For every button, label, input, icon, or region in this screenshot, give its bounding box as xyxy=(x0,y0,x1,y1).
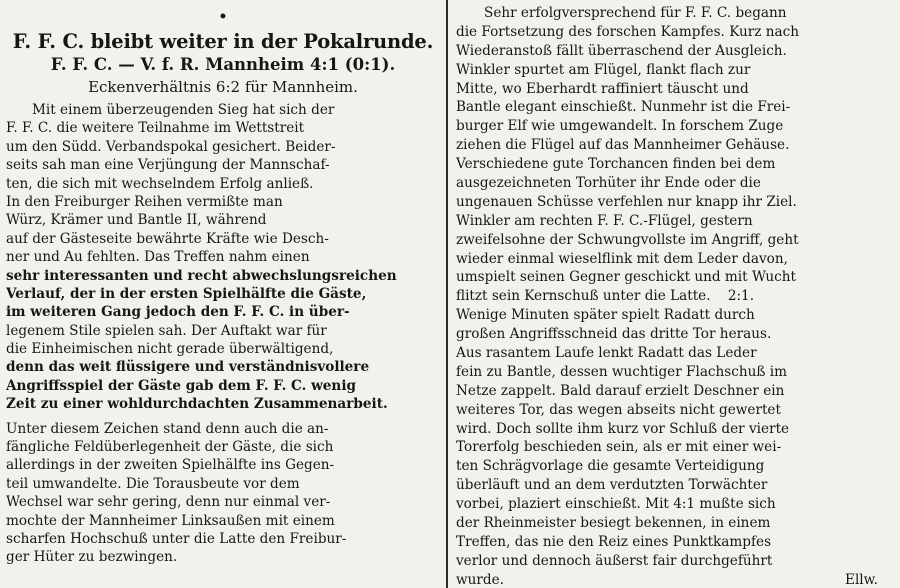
text-line: Wenige Minuten später spielt Radatt durch xyxy=(456,307,755,324)
text-line: wieder einmal wieselflink mit dem Leder davon, xyxy=(456,250,788,267)
text-line: In den Freiburger Reihen vermißte man xyxy=(6,193,283,210)
right-column xyxy=(456,4,894,588)
text-line: Torerfolg beschieden sein, als er mit einer wei- xyxy=(456,439,782,456)
text-line: seits sah man eine Verjüngung der Mannschaf- xyxy=(6,157,330,174)
text-line: Winkler am rechten F. F. C.-Flügel, gestern xyxy=(456,212,753,229)
text-line: allerdings in der zweiten Spielhälfte ins Gegen- xyxy=(6,457,335,474)
text-line: scharfen Hochschuß unter die Latte den Freibur- xyxy=(6,530,347,547)
text-line: Angriffsspiel der Gäste gab dem F. F. C. wenig xyxy=(6,377,356,394)
text-line: um den Südd. Verbandspokal gesichert. Beider- xyxy=(6,138,336,155)
text-line: Mit einem überzeugenden Sieg hat sich der xyxy=(32,102,335,118)
text-line: teil umwandelte. Die Torausbeute vor dem xyxy=(6,475,300,492)
text-line: denn das weit flüssigere und verständnisvollere xyxy=(6,359,370,376)
text-line: der Rheinmeister besiegt bekennen, in einem xyxy=(456,515,771,532)
text-line: ten, die sich mit wechselndem Erfolg anließ. xyxy=(6,175,314,192)
text-line: zweifelsohne der Schwungvollste im Angriff, geht xyxy=(456,231,799,248)
text-line: vorbei, plaziert einschießt. Mit 4:1 mußte sich xyxy=(456,496,776,513)
text-line: sehr interessanten und recht abwechslungsreichen xyxy=(6,267,397,284)
text-line: die Fortsetzung des forschen Kampfes. Kurz nach xyxy=(456,23,800,40)
text-line: fein zu Bantle, dessen wuchtiger Flachschuß im xyxy=(456,363,788,380)
text-line: Verschiedene gute Torchancen finden bei dem xyxy=(456,156,776,173)
text-line: Verlauf, der in der ersten Spielhälfte die Gäste, xyxy=(6,285,367,302)
text-line: ziehen die Flügel auf das Mannheimer Gehäuse. xyxy=(456,137,790,154)
article-headline: F. F. C. bleibt weiter in der Pokalrunde. xyxy=(12,30,434,53)
text-line: Zeit zu einer wohldurchdachten Zusammenarbeit. xyxy=(6,396,388,413)
text-line: ten Schrägvorlage die gesamte Verteidigung xyxy=(456,458,765,475)
text-line: legenem Stile spielen sah. Der Auftakt war für xyxy=(6,322,327,339)
text-line: ner und Au fehlten. Das Treffen nahm einen xyxy=(6,249,310,266)
match-score-line: F. F. C. — V. f. R. Mannheim 4:1 (0:1). xyxy=(50,55,396,74)
text-line: verlor und dennoch äußerst fair durchgeführt xyxy=(456,552,773,569)
text-line: Mitte, wo Eberhardt raffiniert täuscht und xyxy=(456,80,749,97)
column-divider xyxy=(446,0,448,588)
text-line: Aus rasantem Laufe lenkt Radatt das Leder xyxy=(456,345,757,362)
text-line: flitzt sein Kernschuß unter die Latte. 2:1. xyxy=(456,288,755,305)
text-line: burger Elf wie umgewandelt. In forschem Zuge xyxy=(456,118,784,135)
last-line-text: wurde. xyxy=(456,571,504,588)
left-body xyxy=(6,101,440,567)
ornament-mark: • xyxy=(218,9,228,25)
text-line: mochte der Mannheimer Linksaußen mit einem xyxy=(6,512,335,529)
text-line: Netze zappelt. Bald darauf erzielt Deschner ein xyxy=(456,382,785,399)
text-line: Würz, Krämer und Bantle II, während xyxy=(6,212,267,229)
text-line: ger Hüter zu bezwingen. xyxy=(6,549,178,566)
text-line: ausgezeichneten Torhüter ihr Ende oder die xyxy=(456,175,761,192)
text-line: im weiteren Gang jedoch den F. F. C. in über- xyxy=(6,304,350,321)
text-line: auf der Gästeseite bewährte Kräfte wie Desch- xyxy=(6,230,329,247)
text-line: großen Angriffsschneid das dritte Tor heraus. xyxy=(456,326,772,343)
text-line: Sehr erfolgversprechend für F. F. C. begann xyxy=(484,5,787,21)
text-line: Treffen, das nie den Reiz eines Punktkampfes xyxy=(456,533,772,550)
last-line xyxy=(456,571,894,588)
text-line: wird. Doch sollte ihm kurz vor Schluß der vierte xyxy=(456,420,790,437)
text-line: fängliche Feldüberlegenheit der Gäste, die sich xyxy=(6,439,334,456)
left-column xyxy=(6,4,440,567)
text-line: ungenauen Schüsse verfehlen nur knapp ihr Ziel. xyxy=(456,193,797,210)
corner-ratio-line: Eckenverhältnis 6:2 für Mannheim. xyxy=(88,78,358,96)
text-line: Winkler spurtet am Flügel, flankt flach zur xyxy=(456,61,751,78)
text-line: weiteres Tor, das wegen abseits nicht gewertet xyxy=(456,401,781,418)
text-line: die Einheimischen nicht gerade überwältigend, xyxy=(6,341,334,358)
text-line: Bantle elegant einschießt. Nunmehr ist die Frei- xyxy=(456,99,791,116)
text-line: Wiederanstoß fällt überraschend der Ausgleich. xyxy=(456,42,787,59)
author-signature: Ellw. xyxy=(845,571,878,588)
text-line: Wechsel war sehr gering, denn nur einmal ver- xyxy=(6,494,331,511)
text-line: Unter diesem Zeichen stand denn auch die an- xyxy=(6,420,329,437)
text-line: F. F. C. die weitere Teilnahme im Wettstreit xyxy=(6,120,305,137)
text-line: überläuft und an dem verdutzten Torwächter xyxy=(456,477,768,494)
text-line: umspielt seinen Gegner geschickt und mit Wucht xyxy=(456,269,796,286)
